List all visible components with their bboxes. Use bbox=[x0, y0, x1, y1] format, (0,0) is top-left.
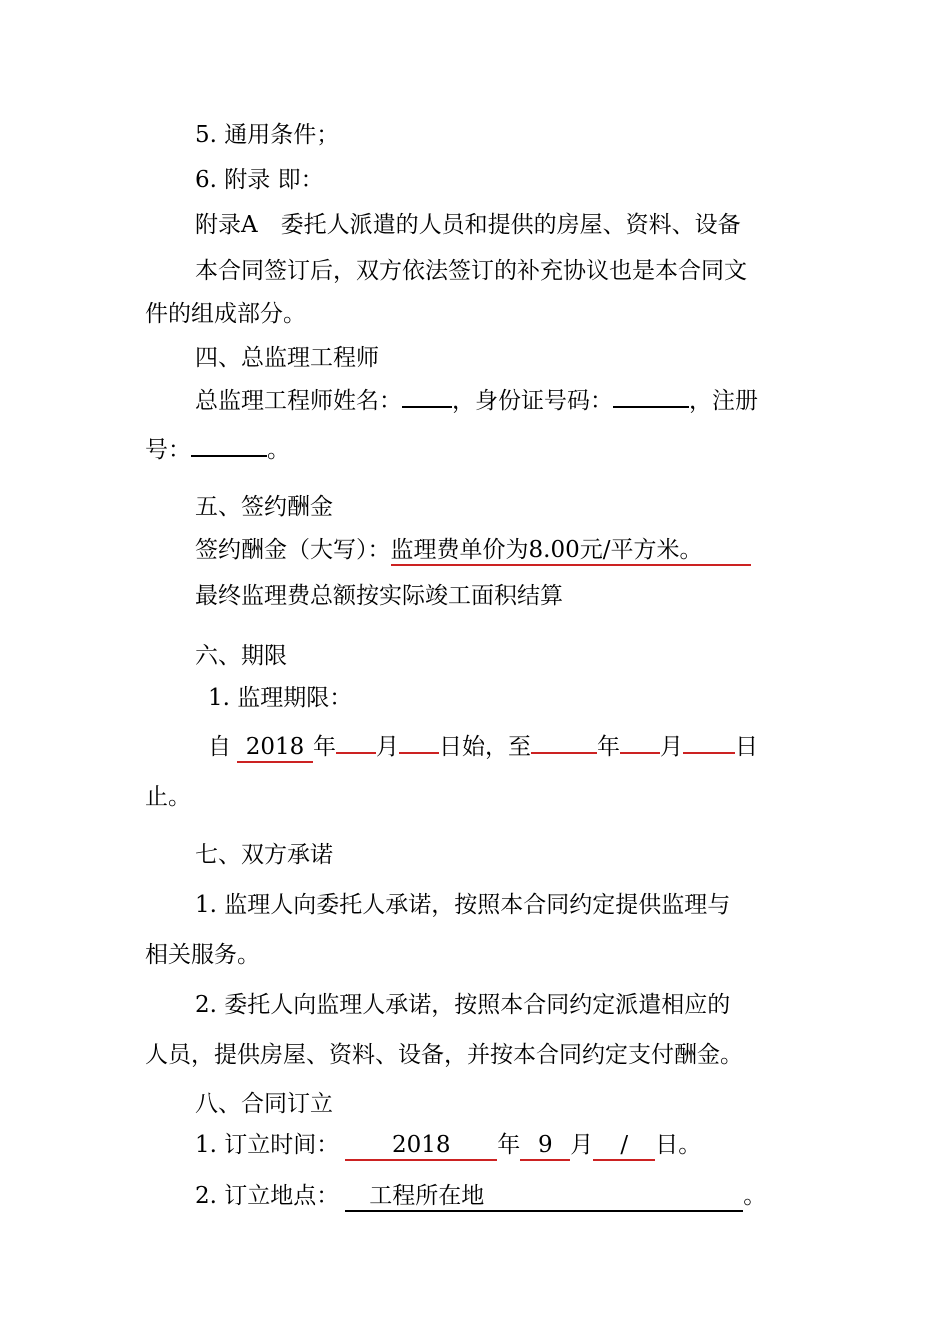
end-day-char: 日 bbox=[735, 734, 758, 760]
start-year-char: 年 bbox=[313, 734, 336, 760]
signing-place-line bbox=[195, 1181, 766, 1211]
signing-place-label: 2. 订立地点： bbox=[195, 1183, 340, 1209]
signing-month-field[interactable]: 9 bbox=[520, 1131, 570, 1161]
item-6: 6. 附录 即： bbox=[195, 167, 324, 193]
signing-month-char: 月 bbox=[570, 1132, 594, 1158]
start-month-field[interactable] bbox=[336, 752, 376, 754]
term-item-1: 1. 监理期限： bbox=[208, 685, 353, 711]
fee-note: 最终监理费总额按实际竣工面积结算 bbox=[195, 583, 563, 609]
section-4-heading: 四、总监理工程师 bbox=[195, 345, 379, 371]
promise-1-line-2: 相关服务。 bbox=[145, 942, 260, 968]
registration-label-head: 号： bbox=[145, 437, 191, 463]
signing-year-char: 年 bbox=[497, 1132, 521, 1158]
registration-line bbox=[145, 435, 290, 465]
start-year-field[interactable]: 2018 bbox=[237, 733, 313, 763]
supplement-line-1: 本合同签订后，双方依法签订的补充协议也是本合同文 bbox=[195, 258, 747, 284]
term-stop: 止。 bbox=[145, 784, 191, 810]
chief-engineer-line bbox=[195, 386, 758, 416]
promise-2-line-2: 人员，提供房屋、资料、设备，并按本合同约定支付酬金。 bbox=[145, 1042, 743, 1068]
section-5-heading: 五、签约酬金 bbox=[195, 494, 333, 520]
fee-line bbox=[195, 535, 751, 565]
id-label: ，身份证号码： bbox=[452, 388, 613, 414]
id-number-field[interactable] bbox=[613, 406, 689, 408]
section-8-heading: 八、合同订立 bbox=[195, 1091, 333, 1117]
signing-time-line bbox=[195, 1130, 701, 1160]
fee-field[interactable]: 监理费单价为8.00元/平方米。 bbox=[391, 536, 751, 566]
end-year-field[interactable] bbox=[531, 752, 597, 754]
registration-field[interactable] bbox=[191, 455, 267, 457]
end-day-field[interactable] bbox=[683, 752, 735, 754]
start-day-field[interactable] bbox=[399, 752, 439, 754]
end-month-field[interactable] bbox=[620, 752, 660, 754]
signing-day-end: 日。 bbox=[655, 1132, 702, 1158]
term-dates-line bbox=[208, 732, 758, 762]
fee-label: 签约酬金（大写）： bbox=[195, 537, 391, 563]
registration-label-tail: ，注册 bbox=[689, 388, 758, 414]
name-label: 总监理工程师姓名： bbox=[195, 388, 402, 414]
end-month-char: 月 bbox=[660, 734, 683, 760]
section-6-heading: 六、期限 bbox=[195, 643, 287, 669]
signing-time-label: 1. 订立时间： bbox=[195, 1132, 340, 1158]
promise-2-line-1: 2. 委托人向监理人承诺，按照本合同约定派遣相应的 bbox=[195, 992, 731, 1018]
from-text: 自 bbox=[208, 734, 231, 760]
signing-place-end: 。 bbox=[743, 1183, 767, 1209]
signing-year-field[interactable]: 2018 bbox=[345, 1131, 497, 1161]
promise-1-line-1: 1. 监理人向委托人承诺，按照本合同约定提供监理与 bbox=[195, 892, 731, 918]
end-year-char: 年 bbox=[597, 734, 620, 760]
supplement-line-2: 件的组成部分。 bbox=[145, 301, 306, 327]
signing-place-field[interactable] bbox=[345, 1182, 743, 1212]
item-5: 5. 通用条件； bbox=[195, 122, 340, 148]
day-start-text: 日始，至 bbox=[439, 734, 531, 760]
signing-day-field[interactable]: / bbox=[593, 1131, 655, 1161]
registration-end: 。 bbox=[267, 437, 290, 463]
name-field[interactable] bbox=[402, 406, 452, 408]
appendix-a: 附录A 委托人派遣的人员和提供的房屋、资料、设备 bbox=[195, 212, 741, 238]
start-month-char: 月 bbox=[376, 734, 399, 760]
section-7-heading: 七、双方承诺 bbox=[195, 842, 333, 868]
signing-place-value: 工程所在地 bbox=[369, 1183, 485, 1209]
